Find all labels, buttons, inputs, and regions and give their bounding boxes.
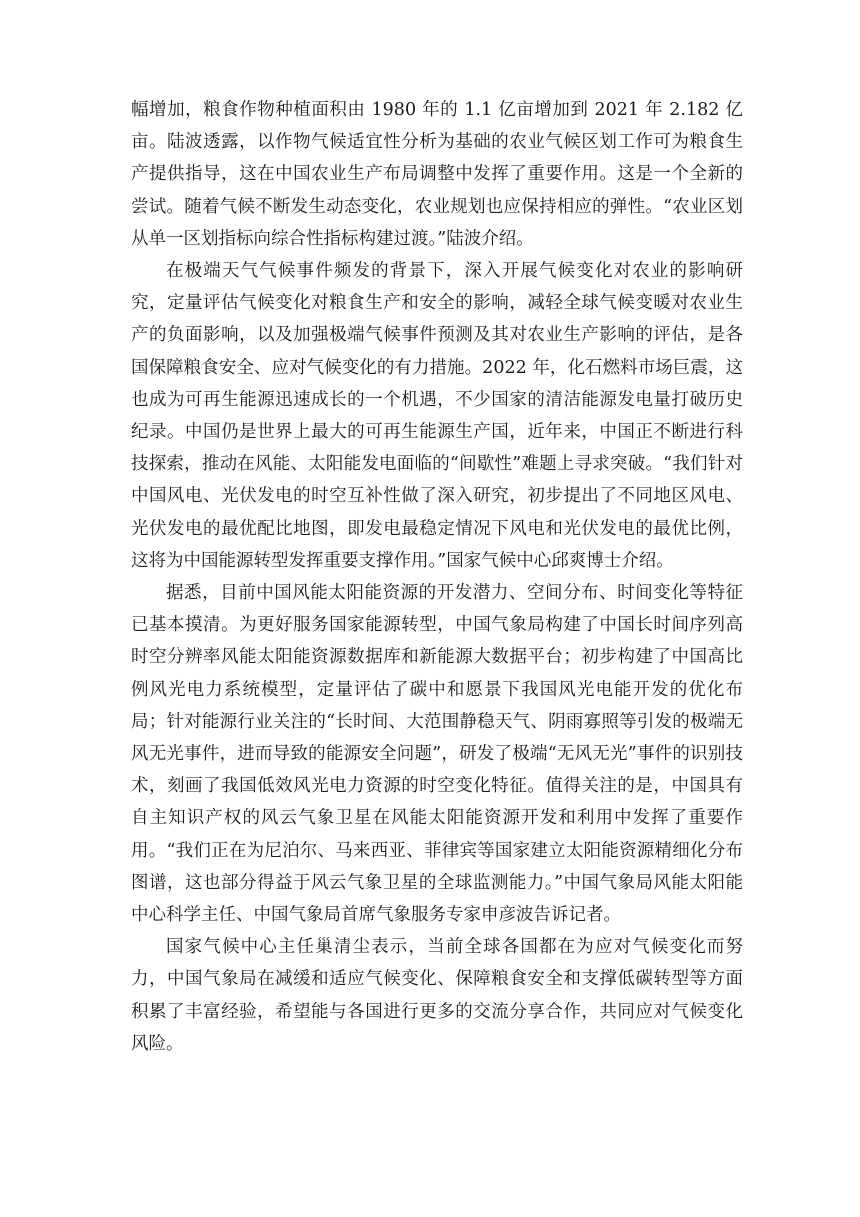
paragraph: 国家气候中心主任巢清尘表示，当前全球各国都在为应对气候变化而努力，中国气象局在减缓和适应气候变化、保障粮食安全和支撑低碳转型等方面积累了丰富经验，希望能与各国进行更多的交流分享合作，共同应对气候变化风险。 [131, 937, 743, 1054]
document-body [131, 94, 743, 1060]
paragraph-continued: 幅增加，粮食作物种植面积由 1980 年的 1.1 亿亩增加到 2021 年 2.182 亿亩。陆波透露，以作物气候适宜性分析为基础的农业气候区划工作可为粮食生产提供指导，这在中国农业生产布局调整中发挥了重要作用。这是一个全新的尝试。随着气候不断发生动态变化，农业规划也应保持相应的弹性。“农业区划从单一区划指标向综合性指标构建过渡。”陆波介绍。 [131, 100, 743, 249]
paragraph: 在极端天气气候事件频发的背景下，深入开展气候变化对农业的影响研究，定量评估气候变化对粮食生产和安全的影响，减轻全球气候变暖对农业生产的负面影响，以及加强极端气候事件预测及其对农业生产影响的评估，是各国保障粮食安全、应对气候变化的有力措施。2022 年，化石燃料市场巨震，这也成为可再生能源迅速成长的一个机遇，不少国家的清洁能源发电量打破历史纪录。中国仍是世界上最大的可再生能源生产国，近年来，中国正不断进行科技探索，推动在风能、太阳能发电面临的“间歇性”难题上寻求突破。“我们针对中国风电、光伏发电的时空互补性做了深入研究，初步提出了不同地区风电、光伏发电的最优配比地图，即发电最稳定情况下风电和光伏发电的最优比例，这将为中国能源转型发挥重要支撑作用。”国家气候中心邱爽博士介绍。 [131, 261, 743, 571]
paragraph: 据悉，目前中国风能太阳能资源的开发潜力、空间分布、时间变化等特征已基本摸清。为更好服务国家能源转型，中国气象局构建了中国长时间序列高时空分辨率风能太阳能资源数据库和新能源大数据平台；初步构建了中国高比例风光电力系统模型，定量评估了碳中和愿景下我国风光电能开发的优化布局；针对能源行业关注的“长时间、大范围静稳天气、阴雨寡照等引发的极端无风无光事件，进而导致的能源安全问题”，研发了极端“无风无光”事件的识别技术，刻画了我国低效风光电力资源的时空变化特征。值得关注的是，中国具有自主知识产权的风云气象卫星在风能太阳能资源开发和利用中发挥了重要作用。“我们正在为尼泊尔、马来西亚、菲律宾等国家建立太阳能资源精细化分布图谱，这也部分得益于风云气象卫星的全球监测能力。”中国气象局风能太阳能中心科学主任、中国气象局首席气象服务专家申彦波告诉记者。 [131, 583, 743, 926]
